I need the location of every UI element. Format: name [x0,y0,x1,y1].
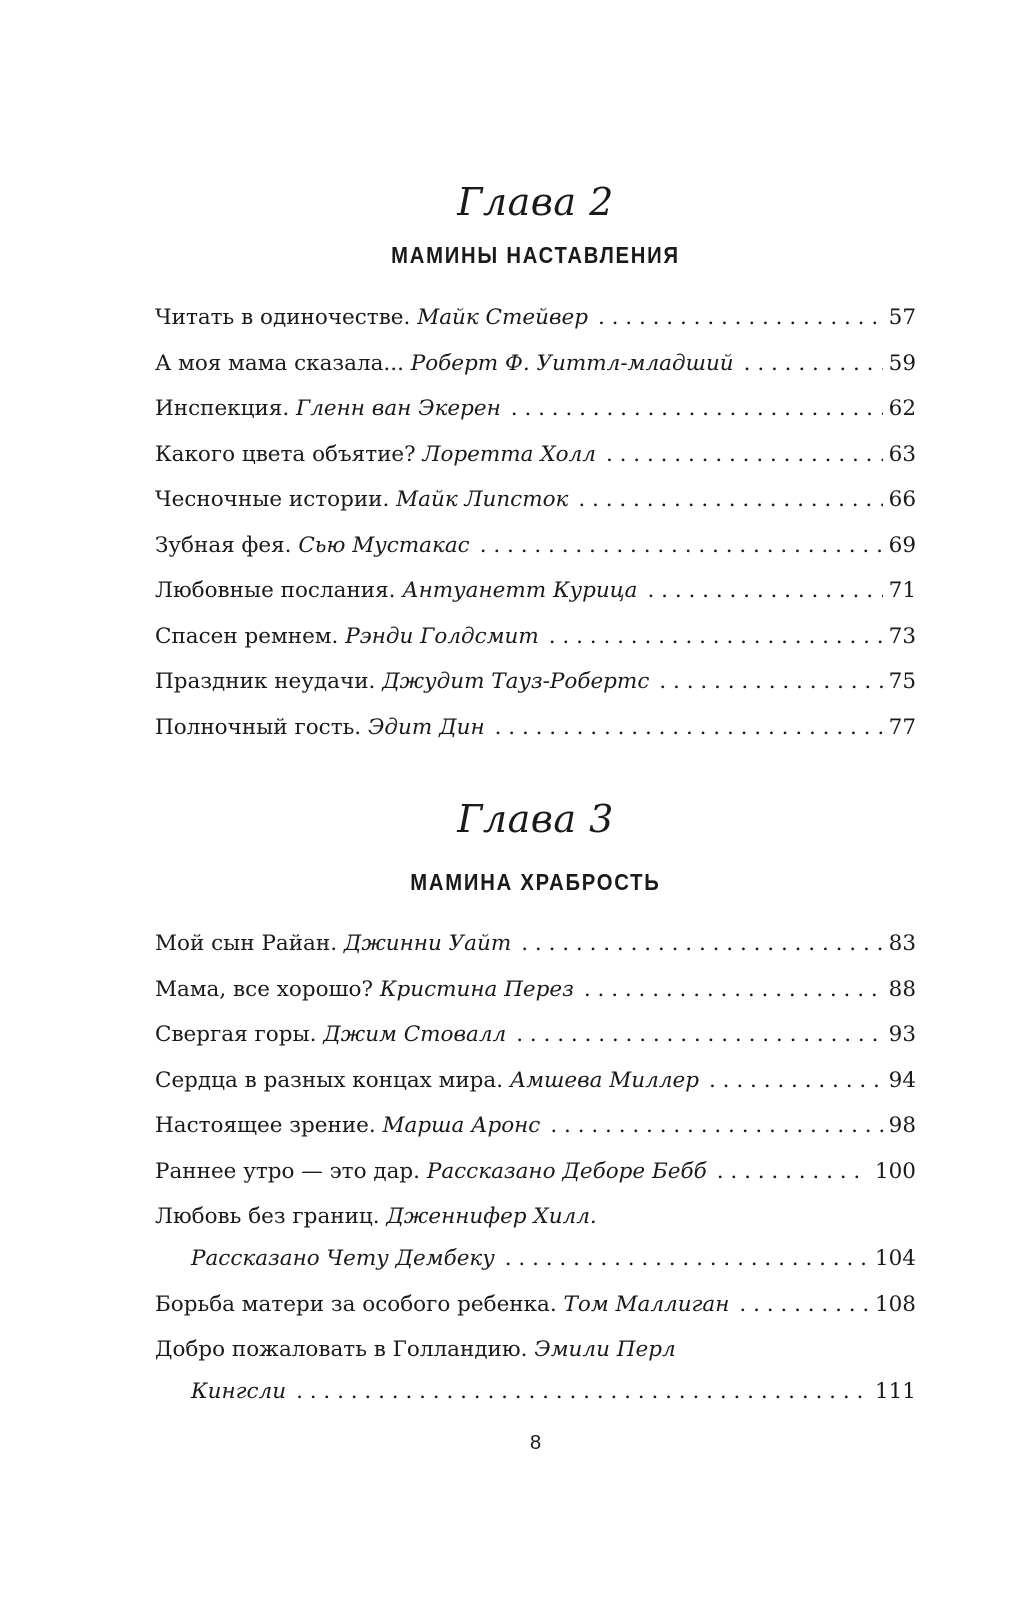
toc-entry[interactable] [155,975,916,1005]
dot-leader [606,440,883,470]
page-number: 8 [529,1432,542,1454]
entry-author: Гленн ван Экерен [296,396,501,421]
entry-author: Антуанетт Курица [402,578,638,603]
entry-title: Добро пожаловать в Голландию. [155,1337,535,1362]
entry-title: Читать в одиночестве. [155,305,418,330]
toc-entry[interactable] [155,1157,916,1187]
toc-entry[interactable] [155,1111,916,1141]
toc-entry[interactable] [155,1066,916,1096]
toc-entry[interactable] [155,1335,916,1407]
entry-author: Амшева Миллер [509,1067,700,1093]
entry-title: А моя мама сказала... [155,350,411,376]
entry-author: Майк Стейвер [417,305,588,330]
dot-leader [521,929,882,959]
dot-leader [480,531,883,561]
dot-leader [505,1244,869,1274]
entry-author: Том Маллиган [563,1291,730,1317]
toc-list [155,929,916,1407]
entry-title: Праздник неудачи. [155,669,383,694]
toc-entry[interactable] [155,440,916,470]
dot-leader [709,1066,883,1096]
dot-leader [584,975,883,1005]
dot-leader [659,667,882,697]
toc-entry[interactable] [155,576,916,606]
entry-title: Инспекция. [155,396,296,421]
entry-page: 62 [888,396,916,421]
entry-page: 98 [888,1113,916,1138]
entry-page: 100 [874,1158,916,1184]
entry-title: Мама, все хорошо? [155,976,380,1002]
entry-author: Джудит Тауз-Робертс [382,669,650,694]
dot-leader [516,1020,882,1050]
entry-title: Любовь без границ. [155,1204,387,1229]
toc-entry[interactable] [155,1290,916,1320]
toc-entry[interactable] [155,667,916,697]
entry-title: Любовные послания. [155,578,403,603]
toc-entry[interactable] [155,394,916,424]
dot-leader [739,1290,869,1320]
entry-author: Майк Липсток [396,487,569,512]
entry-author: Рассказано Деборе Бебб [426,1158,707,1184]
toc-entry[interactable] [155,929,916,959]
entry-page: 63 [888,441,916,467]
entry-title: Зубная фея. [155,532,299,558]
entry-title: Борьба матери за особого ребенка. [155,1291,564,1317]
dot-leader [550,1111,882,1141]
section-title: МАМИНЫ НАСТАВЛЕНИЯ [391,242,680,268]
entry-page: 108 [874,1291,916,1317]
dot-leader [744,349,883,379]
toc-entry[interactable] [155,349,916,379]
toc-entry[interactable] [155,485,916,515]
dot-leader [495,713,883,743]
toc-entry[interactable] [155,622,916,652]
entry-page: 93 [888,1022,916,1047]
entry-page: 88 [888,976,916,1002]
toc-entry[interactable] [155,303,916,333]
dot-leader [549,622,883,652]
dot-leader [717,1157,869,1187]
toc-entry[interactable] [155,713,916,743]
entry-page: 104 [874,1246,916,1271]
entry-author: Лоретта Холл [422,441,596,467]
entry-author: Эдит Дин [367,714,485,740]
toc-list [155,303,916,743]
entry-author: Эмили Перл [534,1337,676,1362]
entry-title: Настоящее зрение. [155,1113,383,1138]
entry-author-continued: Кингсли [191,1379,287,1404]
toc-entry[interactable] [155,1020,916,1050]
entry-page: 69 [888,532,916,558]
entry-title: Сердца в разных концах мира. [155,1067,510,1093]
chapter-heading: Глава 3 [457,797,614,841]
entry-page: 111 [874,1379,916,1404]
entry-page: 71 [888,578,916,603]
dot-leader [296,1377,869,1407]
entry-page: 75 [888,669,916,694]
entry-page: 66 [888,487,916,512]
entry-author: Джим Стовалл [323,1022,507,1047]
entry-title: Мой сын Райан. [155,931,344,956]
entry-title: Спасен ремнем. [155,623,346,649]
toc-entry[interactable] [155,531,916,561]
entry-page: 73 [888,623,916,649]
entry-author: Рэнди Голдсмит [345,623,539,649]
entry-page: 83 [888,931,916,956]
dot-leader [648,576,883,606]
entry-author: Роберт Ф. Уиттл-младший [410,350,734,376]
entry-page: 94 [888,1067,916,1093]
dot-leader [578,485,882,515]
entry-author: Марша Аронс [382,1113,541,1138]
entry-title: Свергая горы. [155,1022,324,1047]
entry-title: Полночный гость. [155,714,368,740]
toc-entry[interactable] [155,1202,916,1274]
entry-author: Дженнифер Хилл. [386,1204,597,1229]
dot-leader [511,394,883,424]
entry-author-continued: Рассказано Чету Дембеку [191,1246,495,1271]
dot-leader [598,303,883,333]
entry-author: Сью Мустакас [298,532,470,558]
section-title: МАМИНА ХРАБРОСТЬ [410,869,661,895]
entry-page: 57 [888,305,916,330]
entry-author: Кристина Перез [379,976,574,1002]
entry-title: Какого цвета объятие? [155,441,423,467]
entry-page: 77 [888,714,916,740]
chapter-heading: Глава 2 [457,180,614,224]
entry-title: Раннее утро — это дар. [155,1158,427,1184]
entry-page: 59 [888,350,916,376]
entry-author: Джинни Уайт [343,931,512,956]
entry-title: Чесночные истории. [155,487,397,512]
